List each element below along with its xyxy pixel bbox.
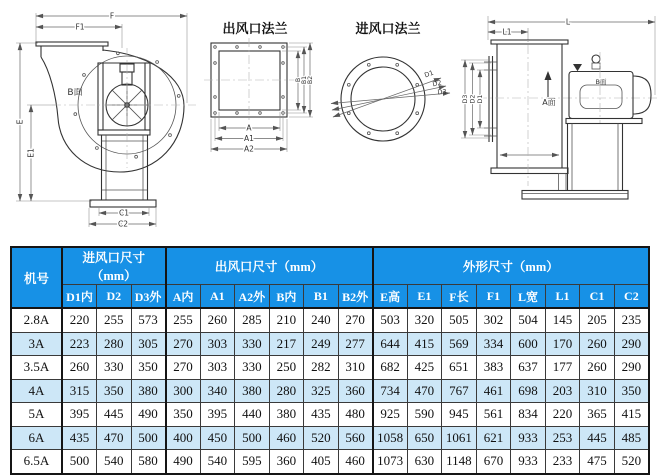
value-cell: 475 — [580, 450, 615, 474]
value-cell: 220 — [545, 403, 580, 427]
col-header-16: C2 — [614, 285, 649, 309]
value-cell: 400 — [166, 426, 201, 450]
table-header — [11, 247, 649, 308]
value-cell: 440 — [235, 403, 270, 427]
value-cell: 303 — [200, 332, 235, 356]
value-cell: 280 — [269, 379, 304, 403]
value-cell: 290 — [614, 332, 649, 356]
value-cell: 734 — [373, 379, 408, 403]
value-cell: 380 — [235, 379, 270, 403]
inlet-flange-drawing — [331, 21, 450, 141]
outlet-size-group-header: 出风口尺寸（mm） — [166, 247, 373, 285]
value-cell: 621 — [476, 426, 511, 450]
value-cell: 302 — [476, 308, 511, 332]
value-cell: 698 — [511, 379, 546, 403]
value-cell: 340 — [200, 379, 235, 403]
value-cell: 520 — [304, 426, 339, 450]
dim-label-l1: L1 — [502, 27, 512, 37]
value-cell: 445 — [580, 426, 615, 450]
dim-label-c2: C2 — [117, 219, 129, 229]
value-cell: 470 — [407, 379, 442, 403]
value-cell: 470 — [97, 426, 132, 450]
outlet-flange-title: 出风口法兰 — [222, 22, 288, 37]
value-cell: 460 — [269, 426, 304, 450]
table-row-6 — [11, 450, 649, 474]
value-cell: 233 — [545, 450, 580, 474]
value-cell: 485 — [614, 426, 649, 450]
dim-label-d3-side: D3 — [462, 94, 470, 104]
value-cell: 933 — [511, 450, 546, 474]
model-cell: 3.5A — [11, 356, 62, 380]
value-cell: 383 — [476, 356, 511, 380]
value-cell: 503 — [373, 308, 408, 332]
col-header-3: A内 — [166, 285, 201, 309]
value-cell: 590 — [407, 403, 442, 427]
value-cell: 205 — [580, 308, 615, 332]
table-row-3 — [11, 379, 649, 403]
model-column-header: 机号 — [11, 247, 62, 308]
dim-label-e1: E1 — [26, 148, 36, 158]
value-cell: 490 — [131, 403, 166, 427]
value-cell: 1148 — [442, 450, 477, 474]
value-cell: 415 — [614, 403, 649, 427]
value-cell: 637 — [511, 356, 546, 380]
dim-label-d3: D3 — [437, 87, 447, 97]
value-cell: 250 — [269, 356, 304, 380]
value-cell: 217 — [269, 332, 304, 356]
table-row-5 — [11, 426, 649, 450]
value-cell: 170 — [545, 332, 580, 356]
value-cell: 425 — [407, 356, 442, 380]
dim-label-f: F — [109, 11, 115, 21]
value-cell: 365 — [580, 403, 615, 427]
dim-label-d1: D1 — [423, 68, 435, 80]
column-header-row — [11, 285, 649, 309]
dim-label-a2: A2 — [244, 144, 254, 154]
value-cell: 561 — [476, 403, 511, 427]
value-cell: 285 — [235, 308, 270, 332]
b-face-label-motor: B面 — [595, 78, 607, 86]
col-header-1: D2 — [97, 285, 132, 309]
value-cell: 223 — [62, 332, 97, 356]
value-cell: 253 — [545, 426, 580, 450]
table-row-2 — [11, 356, 649, 380]
col-header-12: F1 — [476, 285, 511, 309]
col-header-8: B2外 — [338, 285, 373, 309]
value-cell: 310 — [338, 356, 373, 380]
value-cell: 405 — [304, 450, 339, 474]
value-cell: 350 — [614, 379, 649, 403]
col-header-7: B1 — [304, 285, 339, 309]
motor — [569, 52, 651, 124]
value-cell: 260 — [200, 308, 235, 332]
model-cell: 6A — [11, 426, 62, 450]
value-cell: 500 — [62, 450, 97, 474]
outlet-flange-drawing — [204, 21, 314, 154]
col-header-13: L宽 — [511, 285, 546, 309]
value-cell: 350 — [97, 379, 132, 403]
value-cell: 505 — [442, 308, 477, 332]
overall-size-group-header: 外形尺寸（mm） — [373, 247, 649, 285]
value-cell: 177 — [545, 356, 580, 380]
value-cell: 360 — [269, 450, 304, 474]
value-cell: 504 — [511, 308, 546, 332]
value-cell: 651 — [442, 356, 477, 380]
model-cell: 2.8A — [11, 308, 62, 332]
value-cell: 220 — [62, 308, 97, 332]
table-row-0 — [11, 308, 649, 332]
value-cell: 203 — [545, 379, 580, 403]
value-cell: 330 — [235, 332, 270, 356]
dim-label-b1: B1 — [301, 75, 309, 85]
value-cell: 255 — [97, 308, 132, 332]
value-cell: 260 — [62, 356, 97, 380]
value-cell: 445 — [97, 403, 132, 427]
value-cell: 834 — [511, 403, 546, 427]
value-cell: 650 — [407, 426, 442, 450]
value-cell: 461 — [476, 379, 511, 403]
value-cell: 540 — [200, 450, 235, 474]
value-cell: 310 — [580, 379, 615, 403]
value-cell: 682 — [373, 356, 408, 380]
table-body — [11, 308, 649, 474]
col-header-10: E1 — [407, 285, 442, 309]
value-cell: 460 — [338, 450, 373, 474]
model-cell: 6.5A — [11, 450, 62, 474]
value-cell: 500 — [235, 426, 270, 450]
value-cell: 320 — [407, 308, 442, 332]
value-cell: 395 — [200, 403, 235, 427]
fan-dimension-table — [10, 246, 650, 475]
value-cell: 330 — [97, 356, 132, 380]
value-cell: 1061 — [442, 426, 477, 450]
value-cell: 303 — [200, 356, 235, 380]
value-cell: 480 — [338, 403, 373, 427]
dim-label-b2: B2 — [307, 75, 315, 85]
value-cell: 933 — [511, 426, 546, 450]
dim-label-l: L — [565, 17, 571, 27]
dim-label-d1-side: D1 — [477, 94, 485, 104]
value-cell: 260 — [580, 332, 615, 356]
value-cell: 630 — [407, 450, 442, 474]
dim-label-a: A — [246, 123, 252, 133]
value-cell: 595 — [235, 450, 270, 474]
col-header-11: F长 — [442, 285, 477, 309]
motor-pedestal — [522, 119, 642, 200]
value-cell: 290 — [614, 356, 649, 380]
value-cell: 315 — [62, 379, 97, 403]
value-cell: 235 — [614, 308, 649, 332]
dim-label-d2: D2 — [431, 78, 443, 89]
col-header-15: C1 — [580, 285, 615, 309]
value-cell: 490 — [166, 450, 201, 474]
value-cell: 280 — [97, 332, 132, 356]
value-cell: 334 — [476, 332, 511, 356]
value-cell: 540 — [97, 450, 132, 474]
dim-label-e: E — [15, 119, 25, 125]
value-cell: 325 — [304, 379, 339, 403]
value-cell: 925 — [373, 403, 408, 427]
col-header-14: L1 — [545, 285, 580, 309]
value-cell: 330 — [235, 356, 270, 380]
value-cell: 282 — [304, 356, 339, 380]
value-cell: 435 — [62, 426, 97, 450]
value-cell: 569 — [442, 332, 477, 356]
value-cell: 573 — [131, 308, 166, 332]
col-header-6: B内 — [269, 285, 304, 309]
value-cell: 415 — [407, 332, 442, 356]
inlet-flange-title: 进风口法兰 — [355, 22, 421, 37]
value-cell: 270 — [166, 356, 201, 380]
value-cell: 395 — [62, 403, 97, 427]
value-cell: 270 — [338, 308, 373, 332]
inlet-size-group-header: 进风口尺寸（mm） — [62, 247, 166, 285]
value-cell: 249 — [304, 332, 339, 356]
dim-label-f1: F1 — [75, 22, 85, 32]
value-cell: 260 — [580, 356, 615, 380]
b-face-label: B面 — [67, 88, 83, 98]
value-cell: 210 — [269, 308, 304, 332]
value-cell: 450 — [200, 426, 235, 450]
value-cell: 560 — [338, 426, 373, 450]
col-header-5: A2外 — [235, 285, 270, 309]
col-header-9: E高 — [373, 285, 408, 309]
value-cell: 305 — [131, 332, 166, 356]
value-cell: 360 — [338, 379, 373, 403]
a-face-label: A面 — [542, 98, 556, 107]
table-row-1 — [11, 332, 649, 356]
model-cell: 5A — [11, 403, 62, 427]
value-cell: 145 — [545, 308, 580, 332]
value-cell: 1073 — [373, 450, 408, 474]
value-cell: 240 — [304, 308, 339, 332]
value-cell: 300 — [166, 379, 201, 403]
table-row-4 — [11, 403, 649, 427]
dim-label-c1: C1 — [118, 208, 130, 218]
value-cell: 580 — [131, 450, 166, 474]
value-cell: 767 — [442, 379, 477, 403]
value-cell: 350 — [166, 403, 201, 427]
value-cell: 600 — [511, 332, 546, 356]
value-cell: 380 — [269, 403, 304, 427]
value-cell: 255 — [166, 308, 201, 332]
col-header-4: A1 — [200, 285, 235, 309]
value-cell: 380 — [131, 379, 166, 403]
fan-motor-side-drawing — [461, 16, 657, 199]
value-cell: 945 — [442, 403, 477, 427]
dim-label-b: B — [295, 77, 303, 83]
col-header-0: D1内 — [62, 285, 97, 309]
value-cell: 1058 — [373, 426, 408, 450]
value-cell: 644 — [373, 332, 408, 356]
dim-label-d2-side: D2 — [469, 94, 477, 104]
group-header-row — [11, 247, 649, 285]
value-cell: 520 — [614, 450, 649, 474]
dim-label-a1: A1 — [244, 134, 254, 143]
value-cell: 670 — [476, 450, 511, 474]
model-cell: 4A — [11, 379, 62, 403]
col-header-2: D3外 — [131, 285, 166, 309]
value-cell: 435 — [304, 403, 339, 427]
fan-side-view-drawing — [15, 12, 196, 229]
value-cell: 277 — [338, 332, 373, 356]
value-cell: 270 — [166, 332, 201, 356]
model-cell: 3A — [11, 332, 62, 356]
value-cell: 500 — [131, 426, 166, 450]
value-cell: 350 — [131, 356, 166, 380]
